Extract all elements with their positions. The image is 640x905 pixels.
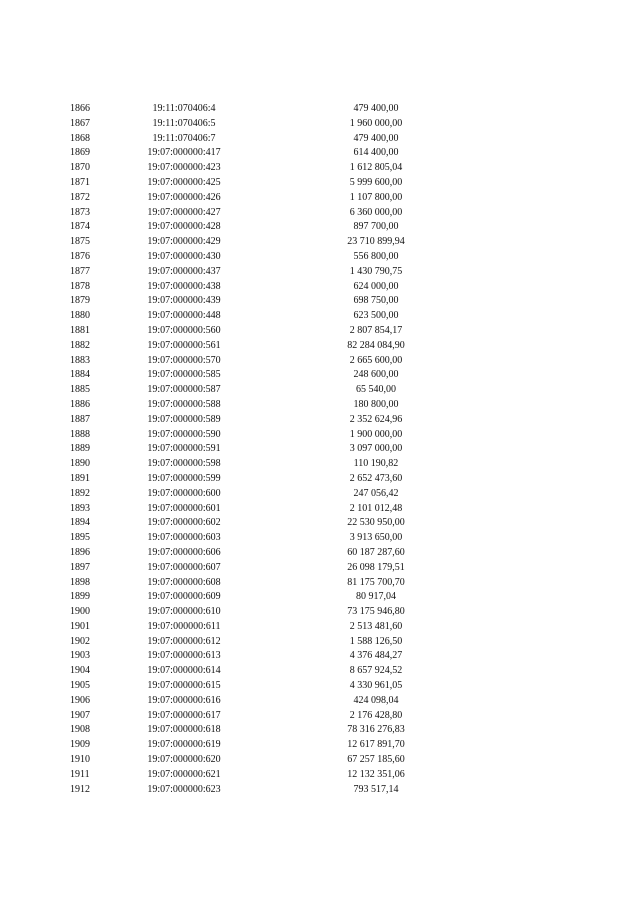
cadastral-number-cell: 19:11:070406:7 bbox=[152, 132, 216, 144]
cadastral-number-cell: 19:07:000000:598 bbox=[147, 458, 221, 470]
table-row bbox=[0, 723, 640, 738]
table-row bbox=[0, 220, 640, 235]
cadastral-number-cell: 19:11:070406:5 bbox=[152, 117, 216, 129]
cadastral-number-cell: 19:07:000000:585 bbox=[147, 369, 221, 381]
cadastral-number-cell: 19:07:000000:603 bbox=[147, 532, 221, 544]
cadastral-number-cell: 19:07:000000:620 bbox=[147, 754, 221, 766]
row-number-cell: 1898 bbox=[70, 576, 90, 588]
row-number-cell: 1889 bbox=[70, 443, 90, 455]
table-row bbox=[0, 146, 640, 161]
cadastral-number-cell: 19:07:000000:438 bbox=[147, 280, 221, 292]
table-row bbox=[0, 309, 640, 324]
value-amount-cell: 1 430 790,75 bbox=[349, 265, 403, 277]
cadastral-number-cell: 19:07:000000:561 bbox=[147, 339, 221, 351]
row-number-cell: 1868 bbox=[70, 132, 90, 144]
cadastral-number-cell: 19:07:000000:611 bbox=[147, 620, 221, 632]
cadastral-number-cell: 19:07:000000:428 bbox=[147, 221, 221, 233]
row-number-cell: 1871 bbox=[70, 176, 90, 188]
cadastral-number-cell: 19:07:000000:437 bbox=[147, 265, 221, 277]
row-number-cell: 1891 bbox=[70, 472, 90, 484]
cadastral-number-cell: 19:07:000000:589 bbox=[147, 413, 221, 425]
row-number-cell: 1867 bbox=[70, 117, 90, 129]
table-row bbox=[0, 368, 640, 383]
row-number-cell: 1883 bbox=[70, 354, 90, 366]
value-amount-cell: 624 000,00 bbox=[353, 280, 399, 292]
value-amount-cell: 2 101 012,48 bbox=[349, 502, 403, 514]
row-number-cell: 1894 bbox=[70, 517, 90, 529]
value-amount-cell: 73 175 946,80 bbox=[347, 606, 405, 618]
cadastral-number-cell: 19:07:000000:439 bbox=[147, 295, 221, 307]
table-row bbox=[0, 546, 640, 561]
row-number-cell: 1906 bbox=[70, 694, 90, 706]
table-row bbox=[0, 694, 640, 709]
value-amount-cell: 623 500,00 bbox=[353, 310, 399, 322]
value-amount-cell: 3 913 650,00 bbox=[349, 532, 403, 544]
table-row bbox=[0, 354, 640, 369]
row-number-cell: 1885 bbox=[70, 384, 90, 396]
table-row bbox=[0, 117, 640, 132]
table-row bbox=[0, 428, 640, 443]
cadastral-number-cell: 19:07:000000:426 bbox=[147, 191, 221, 203]
row-number-cell: 1899 bbox=[70, 591, 90, 603]
row-number-cell: 1881 bbox=[70, 324, 90, 336]
cadastral-number-cell: 19:07:000000:560 bbox=[147, 324, 221, 336]
value-amount-cell: 2 352 624,96 bbox=[349, 413, 403, 425]
cadastral-number-cell: 19:07:000000:607 bbox=[147, 561, 221, 573]
row-number-cell: 1880 bbox=[70, 310, 90, 322]
table-row bbox=[0, 102, 640, 117]
cadastral-number-cell: 19:07:000000:602 bbox=[147, 517, 221, 529]
table-row bbox=[0, 206, 640, 221]
row-number-cell: 1887 bbox=[70, 413, 90, 425]
value-amount-cell: 67 257 185,60 bbox=[347, 754, 405, 766]
row-number-cell: 1905 bbox=[70, 680, 90, 692]
value-amount-cell: 1 960 000,00 bbox=[349, 117, 403, 129]
table-row bbox=[0, 753, 640, 768]
cadastral-number-cell: 19:07:000000:570 bbox=[147, 354, 221, 366]
value-amount-cell: 479 400,00 bbox=[353, 132, 399, 144]
cadastral-number-cell: 19:07:000000:599 bbox=[147, 472, 221, 484]
value-amount-cell: 247 056,42 bbox=[353, 487, 399, 499]
value-amount-cell: 22 530 950,00 bbox=[347, 517, 405, 529]
row-number-cell: 1912 bbox=[70, 783, 90, 795]
cadastral-number-cell: 19:11:070406:4 bbox=[152, 103, 216, 114]
table-row bbox=[0, 472, 640, 487]
row-number-cell: 1869 bbox=[70, 147, 90, 159]
value-amount-cell: 65 540,00 bbox=[356, 384, 396, 396]
cadastral-number-cell: 19:07:000000:616 bbox=[147, 694, 221, 706]
row-number-cell: 1870 bbox=[70, 162, 90, 174]
table-row bbox=[0, 487, 640, 502]
value-amount-cell: 1 588 126,50 bbox=[349, 635, 403, 647]
cadastral-number-cell: 19:07:000000:617 bbox=[147, 709, 221, 721]
table-row bbox=[0, 413, 640, 428]
cadastral-number-cell: 19:07:000000:600 bbox=[147, 487, 221, 499]
cadastral-number-cell: 19:07:000000:427 bbox=[147, 206, 221, 218]
row-number-cell: 1896 bbox=[70, 546, 90, 558]
table-row bbox=[0, 265, 640, 280]
value-amount-cell: 248 600,00 bbox=[353, 369, 399, 381]
cadastral-number-cell: 19:07:000000:609 bbox=[147, 591, 221, 603]
table-row bbox=[0, 132, 640, 147]
value-amount-cell: 2 513 481,60 bbox=[349, 620, 403, 632]
cadastral-number-cell: 19:07:000000:621 bbox=[147, 768, 221, 780]
value-amount-cell: 180 800,00 bbox=[353, 398, 399, 410]
value-amount-cell: 793 517,14 bbox=[353, 783, 399, 795]
value-amount-cell: 81 175 700,70 bbox=[347, 576, 405, 588]
table-row bbox=[0, 457, 640, 472]
cadastral-number-cell: 19:07:000000:430 bbox=[147, 250, 221, 262]
table-row bbox=[0, 635, 640, 650]
data-table bbox=[0, 102, 640, 797]
row-number-cell: 1873 bbox=[70, 206, 90, 218]
cadastral-number-cell: 19:07:000000:588 bbox=[147, 398, 221, 410]
row-number-cell: 1893 bbox=[70, 502, 90, 514]
table-row bbox=[0, 324, 640, 339]
value-amount-cell: 12 132 351,06 bbox=[347, 768, 405, 780]
row-number-cell: 1878 bbox=[70, 280, 90, 292]
row-number-cell: 1908 bbox=[70, 724, 90, 736]
value-amount-cell: 1 900 000,00 bbox=[349, 428, 403, 440]
cadastral-number-cell: 19:07:000000:618 bbox=[147, 724, 221, 736]
table-row bbox=[0, 398, 640, 413]
cadastral-number-cell: 19:07:000000:417 bbox=[147, 147, 221, 159]
table-row bbox=[0, 783, 640, 798]
cadastral-number-cell: 19:07:000000:610 bbox=[147, 606, 221, 618]
table-row bbox=[0, 383, 640, 398]
row-number-cell: 1900 bbox=[70, 606, 90, 618]
cadastral-number-cell: 19:07:000000:429 bbox=[147, 236, 221, 248]
row-number-cell: 1879 bbox=[70, 295, 90, 307]
value-amount-cell: 479 400,00 bbox=[353, 103, 399, 114]
table-row bbox=[0, 664, 640, 679]
table-row bbox=[0, 679, 640, 694]
cadastral-number-cell: 19:07:000000:612 bbox=[147, 635, 221, 647]
table-row bbox=[0, 768, 640, 783]
table-row bbox=[0, 738, 640, 753]
table-row bbox=[0, 620, 640, 635]
row-number-cell: 1884 bbox=[70, 369, 90, 381]
value-amount-cell: 1 107 800,00 bbox=[349, 191, 403, 203]
value-amount-cell: 80 917,04 bbox=[356, 591, 396, 603]
row-number-cell: 1872 bbox=[70, 191, 90, 203]
row-number-cell: 1892 bbox=[70, 487, 90, 499]
value-amount-cell: 2 807 854,17 bbox=[349, 324, 403, 336]
table-row bbox=[0, 605, 640, 620]
row-number-cell: 1874 bbox=[70, 221, 90, 233]
cadastral-number-cell: 19:07:000000:615 bbox=[147, 680, 221, 692]
value-amount-cell: 2 176 428,80 bbox=[349, 709, 403, 721]
table-row bbox=[0, 161, 640, 176]
table-row bbox=[0, 649, 640, 664]
row-number-cell: 1897 bbox=[70, 561, 90, 573]
cadastral-number-cell: 19:07:000000:591 bbox=[147, 443, 221, 455]
cadastral-number-cell: 19:07:000000:608 bbox=[147, 576, 221, 588]
value-amount-cell: 698 750,00 bbox=[353, 295, 399, 307]
value-amount-cell: 3 097 000,00 bbox=[349, 443, 403, 455]
table-row bbox=[0, 176, 640, 191]
value-amount-cell: 424 098,04 bbox=[353, 694, 399, 706]
value-amount-cell: 2 652 473,60 bbox=[349, 472, 403, 484]
table-row bbox=[0, 191, 640, 206]
row-number-cell: 1875 bbox=[70, 236, 90, 248]
row-number-cell: 1882 bbox=[70, 339, 90, 351]
value-amount-cell: 4 330 961,05 bbox=[349, 680, 403, 692]
row-number-cell: 1902 bbox=[70, 635, 90, 647]
table-row bbox=[0, 250, 640, 265]
cadastral-number-cell: 19:07:000000:587 bbox=[147, 384, 221, 396]
row-number-cell: 1903 bbox=[70, 650, 90, 662]
row-number-cell: 1876 bbox=[70, 250, 90, 262]
row-number-cell: 1886 bbox=[70, 398, 90, 410]
row-number-cell: 1911 bbox=[70, 768, 90, 780]
cadastral-number-cell: 19:07:000000:613 bbox=[147, 650, 221, 662]
value-amount-cell: 78 316 276,83 bbox=[347, 724, 405, 736]
value-amount-cell: 897 700,00 bbox=[353, 221, 399, 233]
cadastral-number-cell: 19:07:000000:619 bbox=[147, 739, 221, 751]
row-number-cell: 1888 bbox=[70, 428, 90, 440]
cadastral-number-cell: 19:07:000000:601 bbox=[147, 502, 221, 514]
value-amount-cell: 614 400,00 bbox=[353, 147, 399, 159]
value-amount-cell: 8 657 924,52 bbox=[349, 665, 403, 677]
value-amount-cell: 2 665 600,00 bbox=[349, 354, 403, 366]
cadastral-number-cell: 19:07:000000:623 bbox=[147, 783, 221, 795]
row-number-cell: 1904 bbox=[70, 665, 90, 677]
value-amount-cell: 110 190,82 bbox=[353, 458, 399, 470]
table-row bbox=[0, 235, 640, 250]
row-number-cell: 1901 bbox=[70, 620, 90, 632]
cadastral-number-cell: 19:07:000000:614 bbox=[147, 665, 221, 677]
value-amount-cell: 5 999 600,00 bbox=[349, 176, 403, 188]
cadastral-number-cell: 19:07:000000:425 bbox=[147, 176, 221, 188]
value-amount-cell: 4 376 484,27 bbox=[349, 650, 403, 662]
table-row bbox=[0, 709, 640, 724]
table-row bbox=[0, 590, 640, 605]
row-number-cell: 1909 bbox=[70, 739, 90, 751]
row-number-cell: 1910 bbox=[70, 754, 90, 766]
cadastral-number-cell: 19:07:000000:423 bbox=[147, 162, 221, 174]
row-number-cell: 1907 bbox=[70, 709, 90, 721]
value-amount-cell: 23 710 899,94 bbox=[347, 236, 405, 248]
value-amount-cell: 12 617 891,70 bbox=[347, 739, 405, 751]
cadastral-number-cell: 19:07:000000:448 bbox=[147, 310, 221, 322]
table-row bbox=[0, 339, 640, 354]
row-number-cell: 1877 bbox=[70, 265, 90, 277]
table-row bbox=[0, 576, 640, 591]
value-amount-cell: 60 187 287,60 bbox=[347, 546, 405, 558]
cadastral-number-cell: 19:07:000000:606 bbox=[147, 546, 221, 558]
table-row bbox=[0, 442, 640, 457]
table-row bbox=[0, 531, 640, 546]
table-row bbox=[0, 280, 640, 295]
value-amount-cell: 82 284 084,90 bbox=[347, 339, 405, 351]
cadastral-number-cell: 19:07:000000:590 bbox=[147, 428, 221, 440]
row-number-cell: 1866 bbox=[70, 103, 90, 114]
row-number-cell: 1895 bbox=[70, 532, 90, 544]
table-row bbox=[0, 561, 640, 576]
table-row bbox=[0, 294, 640, 309]
value-amount-cell: 1 612 805,04 bbox=[349, 162, 403, 174]
value-amount-cell: 26 098 179,51 bbox=[347, 561, 405, 573]
value-amount-cell: 6 360 000,00 bbox=[349, 206, 403, 218]
value-amount-cell: 556 800,00 bbox=[353, 250, 399, 262]
table-row bbox=[0, 516, 640, 531]
row-number-cell: 1890 bbox=[70, 458, 90, 470]
table-row bbox=[0, 502, 640, 517]
